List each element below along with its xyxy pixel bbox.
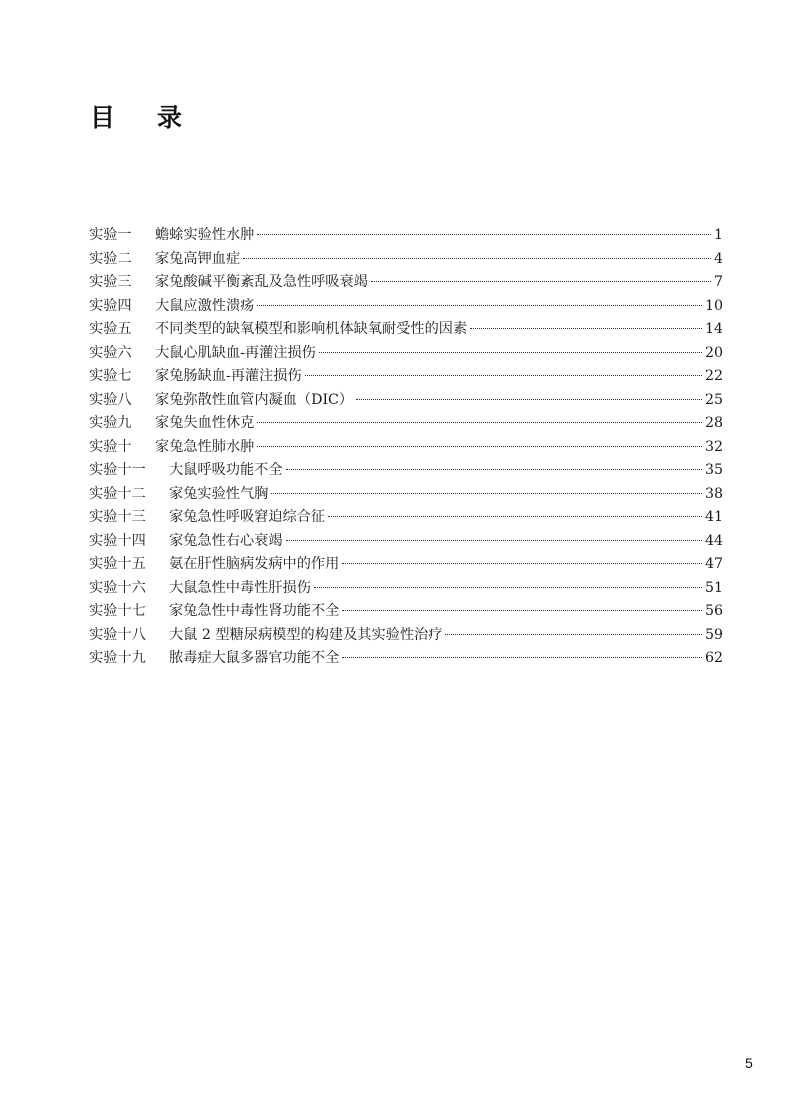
toc-entry-title: 氨在肝性脑病发病中的作用 <box>169 556 340 572</box>
toc-entry-number: 实验五 <box>89 321 132 337</box>
toc-entry-number: 实验九 <box>89 415 132 431</box>
toc-entry[interactable] <box>89 248 723 272</box>
toc-entry-title: 家兔酸碱平衡紊乱及急性呼吸衰竭 <box>155 274 368 290</box>
toc-entry-number: 实验十七 <box>89 603 146 619</box>
dot-leader <box>305 375 702 376</box>
toc-entry[interactable] <box>89 506 723 530</box>
dot-leader <box>257 422 702 423</box>
table-of-contents <box>89 224 723 671</box>
toc-entry-title: 家兔急性右心衰竭 <box>169 532 283 549</box>
dot-leader <box>286 540 702 541</box>
toc-entry-number: 实验十八 <box>89 626 146 643</box>
dot-leader <box>257 305 702 306</box>
toc-entry-title: 家兔高钾血症 <box>155 250 241 267</box>
toc-entry-number: 实验二 <box>89 250 132 267</box>
dot-leader <box>356 399 702 400</box>
toc-entry-title: 不同类型的缺氧模型和影响机体缺氧耐受性的因素 <box>155 321 468 337</box>
toc-entry-number: 实验十三 <box>89 509 146 525</box>
toc-entry[interactable] <box>89 530 723 554</box>
toc-entry-title: 大鼠应激性溃疡 <box>155 297 255 314</box>
toc-entry-title: 家兔实验性气胸 <box>169 485 269 502</box>
toc-entry[interactable] <box>89 224 723 248</box>
toc-entry-title: 大鼠 2 型糖尿病模型的构建及其实验性治疗 <box>169 626 443 643</box>
toc-entry-page: 7 <box>713 274 723 290</box>
toc-entry[interactable] <box>89 459 723 483</box>
dot-leader <box>243 258 711 259</box>
dot-leader <box>470 328 702 329</box>
toc-entry[interactable] <box>89 342 723 366</box>
toc-entry-title: 家兔弥散性血管内凝血（DIC） <box>155 391 354 408</box>
toc-entry-number: 实验十九 <box>89 650 146 666</box>
toc-entry-page: 14 <box>704 321 723 337</box>
dot-leader <box>328 516 702 517</box>
toc-entry[interactable] <box>89 318 723 342</box>
dot-leader <box>342 610 702 611</box>
toc-entry-title: 蟾蜍实验性水肿 <box>155 227 255 243</box>
dot-leader <box>342 657 702 658</box>
toc-entry-title: 脓毒症大鼠多器官功能不全 <box>169 650 340 666</box>
toc-entry[interactable] <box>89 412 723 436</box>
toc-entry-title: 大鼠呼吸功能不全 <box>169 462 283 478</box>
toc-entry-page: 51 <box>704 579 723 596</box>
toc-entry-title: 家兔急性呼吸窘迫综合征 <box>169 509 326 525</box>
toc-entry-number: 实验十五 <box>89 556 146 572</box>
dot-leader <box>319 352 702 353</box>
toc-entry-title: 大鼠心肌缺血-再灌注损伤 <box>155 344 316 361</box>
page-title: 目录 <box>90 103 225 132</box>
toc-entry-number: 实验三 <box>89 274 132 290</box>
toc-entry-page: 62 <box>704 650 723 666</box>
toc-entry-page: 10 <box>704 297 723 314</box>
toc-entry[interactable] <box>89 577 723 601</box>
dot-leader <box>257 234 711 235</box>
toc-entry-page: 44 <box>704 532 723 549</box>
toc-entry[interactable] <box>89 624 723 648</box>
toc-entry-page: 22 <box>704 368 723 384</box>
toc-entry-number: 实验一 <box>89 227 132 243</box>
toc-entry-number: 实验七 <box>89 368 132 384</box>
toc-entry[interactable] <box>89 483 723 507</box>
toc-entry-number: 实验十二 <box>89 485 146 502</box>
toc-entry-page: 35 <box>704 462 723 478</box>
dot-leader <box>314 587 702 588</box>
toc-entry[interactable] <box>89 365 723 389</box>
toc-entry-number: 实验六 <box>89 344 132 361</box>
toc-entry-page: 38 <box>704 485 723 502</box>
toc-entry-page: 47 <box>704 556 723 572</box>
toc-entry[interactable] <box>89 647 723 671</box>
toc-entry[interactable] <box>89 295 723 319</box>
toc-entry[interactable] <box>89 271 723 295</box>
toc-entry[interactable] <box>89 553 723 577</box>
toc-entry-title: 家兔失血性休克 <box>155 415 255 431</box>
toc-entry-page: 59 <box>704 626 723 643</box>
toc-entry-number: 实验四 <box>89 297 132 314</box>
toc-entry-page: 41 <box>704 509 723 525</box>
dot-leader <box>257 446 702 447</box>
toc-entry[interactable] <box>89 436 723 460</box>
toc-entry-number: 实验十一 <box>89 462 146 478</box>
toc-entry-page: 25 <box>704 391 723 408</box>
toc-entry-number: 实验十 <box>89 438 132 455</box>
dot-leader <box>371 281 711 282</box>
toc-entry-number: 实验八 <box>89 391 132 408</box>
toc-entry[interactable] <box>89 600 723 624</box>
dot-leader <box>286 469 702 470</box>
toc-entry-title: 大鼠急性中毒性肝损伤 <box>169 579 311 596</box>
page-number: 5 <box>745 1055 753 1071</box>
toc-entry-page: 20 <box>704 344 723 361</box>
toc-entry-page: 56 <box>704 603 723 619</box>
dot-leader <box>271 493 702 494</box>
toc-entry-number: 实验十四 <box>89 532 146 549</box>
toc-entry-page: 4 <box>713 250 723 267</box>
toc-entry-title: 家兔肠缺血-再灌注损伤 <box>155 368 302 384</box>
toc-entry[interactable] <box>89 389 723 413</box>
toc-entry-page: 32 <box>704 438 723 455</box>
toc-entry-title: 家兔急性中毒性肾功能不全 <box>169 603 340 619</box>
toc-entry-page: 1 <box>713 227 723 243</box>
dot-leader <box>342 563 702 564</box>
toc-entry-page: 28 <box>704 415 723 431</box>
dot-leader <box>445 634 702 635</box>
toc-entry-title: 家兔急性肺水肿 <box>155 438 255 455</box>
toc-entry-number: 实验十六 <box>89 579 146 596</box>
